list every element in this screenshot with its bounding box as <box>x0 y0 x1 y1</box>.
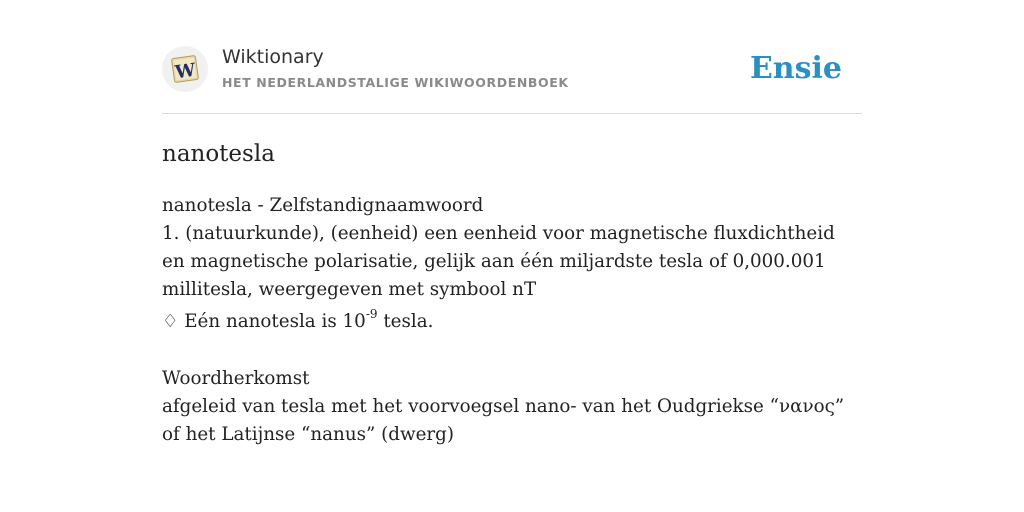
definition: 1. (natuurkunde), (eenheid) een eenheid voor magnetische fluxdichtheid en magnetische polarisatie, gelijk aan één miljardste tesla of 0,000.001 millitesla, weergegeven met symbool nT <box>162 223 835 300</box>
entry-body <box>162 192 862 449</box>
example-sentence <box>162 308 862 337</box>
etymology-heading: Woordherkomst <box>162 368 310 389</box>
example-prefix: ♢ Eén nanotesla is 10 <box>162 311 366 332</box>
etymology-text: afgeleid van tesla met het voorvoegsel nano- van het Oudgriekse “νανος” of het Latijnse “nanus” (dwerg) <box>162 396 845 445</box>
site-header <box>162 40 862 114</box>
site-tagline: HET NEDERLANDSTALIGE WIKIWOORDENBOEK <box>222 75 569 90</box>
example-exponent: -9 <box>365 307 378 321</box>
svg-text:W: W <box>173 59 197 84</box>
page-title: nanotesla <box>162 141 275 167</box>
ensie-brand-logo[interactable]: Ensie <box>749 51 842 86</box>
site-name[interactable]: Wiktionary <box>222 46 324 68</box>
wiktionary-logo-icon[interactable] <box>162 46 208 92</box>
entry-card <box>162 40 862 449</box>
example-suffix: tesla. <box>377 311 434 332</box>
word-class-line: nanotesla - Zelfstandignaamwoord <box>162 195 484 216</box>
